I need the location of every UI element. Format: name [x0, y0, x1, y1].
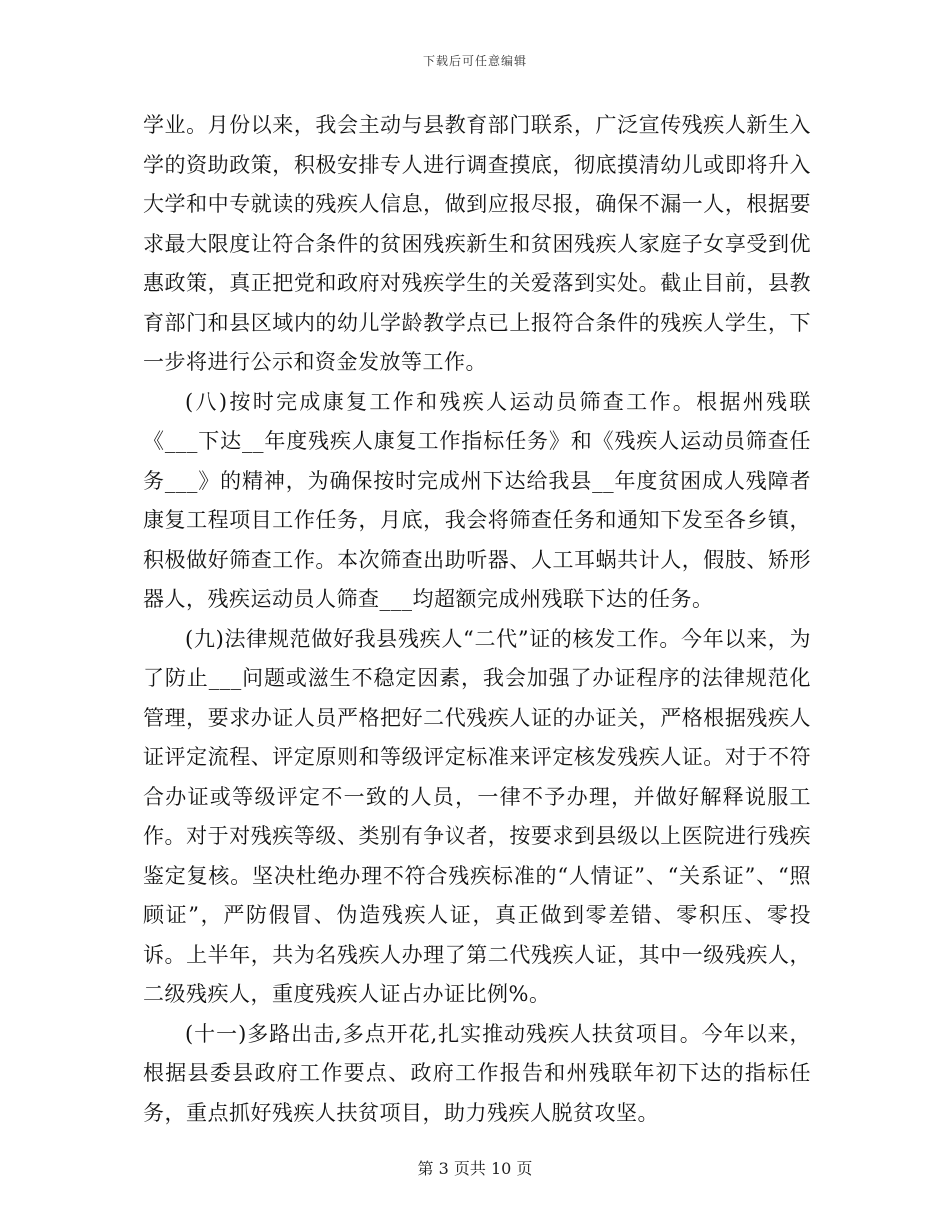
paragraph-section-11: (十一)多路出击,多点开花,扎实推动残疾人扶贫项目。今年以来，根据县委县政府工作要点、政府工作报告和州残联年初下达的指标任务，重点抓好残疾人扶贫项目，助力残疾人脱贫攻坚。: [143, 1021, 811, 1125]
page-number-footer: 第 3 页共 10 页: [417, 1159, 533, 1178]
paragraph-section-9: (九)法律规范做好我县残疾人“二代”证的核发工作。今年以来，为了防止___问题或滋生不稳定因素，我会加强了办证程序的法律规范化管理，要求办证人员严格把好二代残疾人证的办证关，严格根据残疾人证评定流程、评定原则和等级评定标准来评定核发残疾人证。对于不符合办证或等级评定不一致的人员，一律不予办理，并做好解释说服工作。对于对残疾等级、类别有争议者，按要求到县级以上医院进行残疾鉴定复核。坚决杜绝办理不符合残疾标准的“人情证”、“关系证”、“照顾证”，严防假冒、伪造残疾人证，真正做到零差错、零积压、零投诉。上半年，共为名残疾人办理了第二代残疾人证，其中一级残疾人，二级残疾人，重度残疾人证占办证比例%。: [143, 626, 811, 1006]
paragraph-continuation: 学业。月份以来，我会主动与县教育部门联系，广泛宣传残疾人新生入学的资助政策，积极安排专人进行调查摸底，彻底摸清幼儿或即将升入大学和中专就读的残疾人信息，做到应报尽报，确保不漏一人，根据要求最大限度让符合条件的贫困残疾新生和贫困残疾人家庭子女享受到优惠政策，真正把党和政府对残疾学生的关爱落到实处。截止目前，县教育部门和县区域内的幼儿学龄教学点已上报符合条件的残疾人学生，下一步将进行公示和资金发放等工作。: [143, 113, 811, 374]
page-header: 下载后可任意编辑: [422, 54, 527, 68]
document-body: [143, 106, 811, 1133]
paragraph-section-8: (八)按时完成康复工作和残疾人运动员筛查工作。根据州残联《___下达__年度残疾人康复工作指标任务》和《残疾人运动员筛查任务___》的精神，为确保按时完成州下达给我县__年度贫困成人残障者康复工程项目工作任务，月底，我会将筛查任务和通知下发至各乡镇，积极做好筛查工作。本次筛查出助听器、人工耳蜗共计人，假肢、矫形器人，残疾运动员人筛查___均超额完成州残联下达的任务。: [143, 389, 811, 611]
